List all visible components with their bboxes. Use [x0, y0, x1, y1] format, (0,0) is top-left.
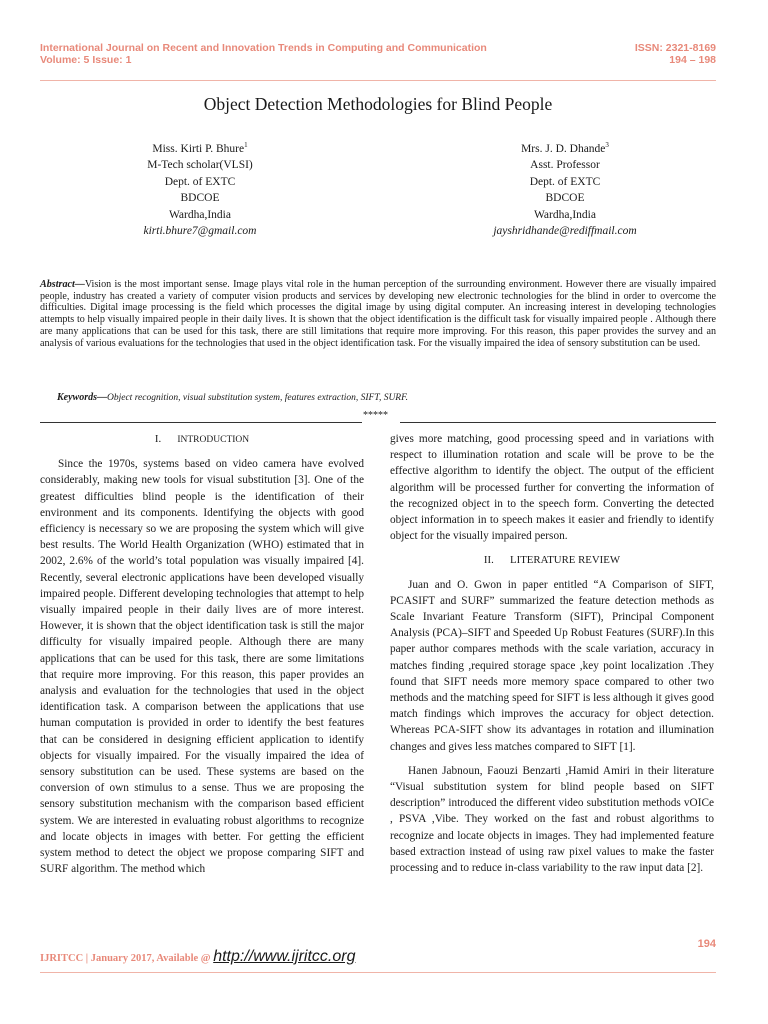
paper-title: Object Detection Methodologies for Blind People — [203, 94, 553, 114]
author-email: kirti.bhure7@gmail.com — [143, 225, 257, 238]
author-location: Wardha,India — [534, 208, 596, 221]
keywords — [57, 392, 717, 403]
page-number: 194 — [697, 938, 716, 950]
column-left — [40, 431, 364, 877]
abstract — [40, 279, 716, 349]
issn: ISSN: 2321-8169 — [634, 42, 716, 54]
author-block-2 — [445, 137, 685, 240]
separator-line-right — [400, 422, 716, 423]
author-email: jayshridhande@rediffmail.com — [493, 225, 637, 238]
author-name: Mrs. J. D. Dhande$^3$ — [521, 141, 609, 155]
author-role: Asst. Professor — [530, 159, 600, 172]
volume-issue: Volume: 5 Issue: 1 — [40, 54, 132, 66]
section-heading-introduction: I. INTRODUCTION — [154, 433, 250, 445]
page-footer — [40, 948, 716, 966]
author-block-1 — [80, 137, 320, 240]
author-college: BDCOE — [545, 192, 585, 205]
author-dept: Dept. of EXTC — [164, 175, 236, 188]
author-college: BDCOE — [180, 192, 220, 205]
author-role: M-Tech scholar(VLSI) — [147, 159, 253, 172]
introduction-paragraph: Since the 1970s, systems based on video camera have evolved considerably, making new tools for visual substitution [3]. One of the greatest difficulties blind people is the identification of their environment and its components. Identifying the objects with good efficiency is necessary so we are proposing the system which will give best results. The World Health Organization (WHO) estimated that in 2002, 2.6% of the world’s total population was visually impaired [4]. Recently, several electronic applications have been developed visually impaired people. Different developing technologies that attempt to help visually impaired people in their daily lives are of more interest. However, it is shown that the object identification task is still the major difficulty for visually impaired people. Although there are many applications that can be used for this task, there are some limitations that require more improving. For this reason, this paper provides an analysis and evaluation for the technologies that used in the object identification task. A comparison between the applications that use human computation is provided in order to identify the best features that can be considered in designing efficient application to identify objects for visually impaired. For the visually impaired the idea of sensory substitution can be used. These systems are based on the conversion of own stimulus to a sense. Thus we are proposing the sensory substitution mechanism with the comparison based efficient system. We are interested in evaluating robust algorithms to recognize and locate objects in images with better. For getting the efficient system method to detect the object we propose comparing SIFT and SURF algorithm. The method which — [40, 458, 364, 876]
page-range: 194 – 198 — [669, 54, 716, 66]
section-separator — [40, 410, 716, 424]
author-name: Miss. Kirti P. Bhure$^1$ — [152, 141, 248, 155]
introduction-continuation: gives more matching, good processing speed and in variations with respect to illumination rotation and scale will be prove to be the effective algorithm to identify the object. The output of the efficient algorithm will be processed further for converting the information of the recognized object in to the speech form. Converting the detected object information in to speech makes it easier and friendly to identify object for the visually impaired person. — [390, 433, 714, 543]
abstract-text: Vision is the most important sense. Image plays vital role in the human perception of the surrounding environment. However there are visually impaired people, industry has created a variety of computer vision products and services by developing new electronic technologies for the blind in order to overcome the difficulties. Digital image processing is the field which processes the digital image by using digital computer. An increasing interest in developing technologies attempts to help visually impaired people in their daily lives. It is shown that the object identification is the difficult task for visually impaired people . Although there are many applications that can be used for this task, there are still limitations that require more improving. For this reason, this paper provides the survey and an analysis of various evaluations for the technologies that used in the object identification task. For the visually impaired the idea of sensory substitution can be used. — [40, 279, 716, 349]
journal-header — [40, 42, 716, 66]
abstract-label: Abstract— — [40, 279, 85, 290]
separator-line-left — [40, 422, 362, 423]
author-location: Wardha,India — [169, 208, 231, 221]
section-heading-literature-review: II. LITERATURE REVIEW — [483, 554, 621, 567]
footer-text: IJRITCC | January 2017, Available @ — [40, 953, 214, 964]
literature-paragraph-1: Juan and O. Gwon in paper entitled “A Comparison of SIFT, PCASIFT and SURF” summarized the feature detection methods as Scale Invariant Feature Transform (SIFT), Principal Component Analysis (PCA)–SIFT and Speeded Up Robust Features (SURF).In this paper author compares methods with the scale variation, accuracy in matches finding ,required storage space ,key point localization .They found that SIFT needs more memory space compared to other two methods and the matching speed for SIFT is less although it gives good match findings which improves the accuracy for object detection. Whereas PCA-SIFT show its advantages in rotation and illumination changes and gives less matches compared to SIFT [1]. — [390, 578, 714, 753]
keywords-label: Keywords— — [57, 392, 107, 403]
literature-paragraph-2: Hanen Jabnoun, Faouzi Benzarti ,Hamid Amiri in their literature “Visual substitution system for blind people based on SIFT description” introduced the different video substitution methods vOICe , PSVA ,Vibe. They worked on the fast and robust algorithms to recognize and locate objects in images. They had implemented feature based extraction instead of using raw pixel values to make the faster processing and to reduce in-class variability to the raw input data [2]. — [390, 764, 714, 875]
separator-stars: ***** — [363, 410, 388, 421]
keywords-text: Object recognition, visual substitution system, features extraction, SIFT, SURF. — [107, 393, 409, 403]
column-right — [390, 431, 714, 876]
footer-link[interactable]: http://www.ijritcc.org — [213, 948, 356, 965]
footer-divider — [40, 972, 716, 973]
header-divider — [40, 80, 716, 81]
journal-name: International Journal on Recent and Innovation Trends in Computing and Communication — [40, 42, 487, 54]
author-dept: Dept. of EXTC — [529, 175, 601, 188]
